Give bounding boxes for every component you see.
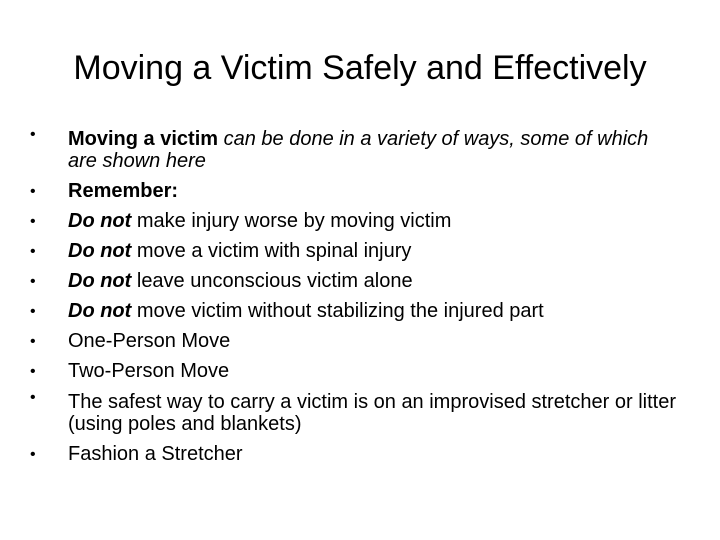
bullet-bold-text: Moving a victim xyxy=(68,128,219,150)
bullet-text: leave unconscious victim alone xyxy=(131,270,413,292)
slide-title: Moving a Victim Safely and Effectively xyxy=(73,49,647,87)
list-item xyxy=(28,357,678,386)
bullet-italic-text: can be done in a variety of ways, some of which are shown here xyxy=(68,128,649,172)
bullet-icon: • xyxy=(30,363,36,380)
list-item xyxy=(28,124,678,176)
bullet-icon: • xyxy=(30,389,36,406)
bullet-icon: • xyxy=(30,303,36,320)
bullet-icon: • xyxy=(30,126,36,143)
list-item xyxy=(28,267,678,296)
list-item xyxy=(28,207,678,236)
bullet-text: One-Person Move xyxy=(68,330,231,352)
bullet-emphasis-text: Do not xyxy=(68,300,132,322)
list-item xyxy=(28,327,678,356)
list-item xyxy=(28,440,678,469)
bullet-text: Two-Person Move xyxy=(68,360,230,382)
bullet-text: make injury worse by moving victim xyxy=(131,210,452,232)
bullet-icon: • xyxy=(30,183,36,200)
bullet-text: Fashion a Stretcher xyxy=(68,443,243,465)
list-item xyxy=(28,297,678,326)
list-item xyxy=(28,237,678,266)
bullet-text: move a victim with spinal injury xyxy=(131,240,412,262)
bullet-emphasis-text: Do not xyxy=(68,240,132,262)
bullet-text: move victim without stabilizing the injured part xyxy=(131,300,544,322)
bullet-bold-text: Remember: xyxy=(68,180,179,202)
list-item xyxy=(28,387,678,439)
bullet-icon: • xyxy=(30,213,36,230)
bullet-text: The safest way to carry a victim is on an improvised stretcher or litter (using poles and blankets) xyxy=(68,391,676,435)
bullet-emphasis-text: Do not xyxy=(68,270,132,292)
bullet-icon: • xyxy=(30,243,36,260)
bullet-emphasis-text: Do not xyxy=(68,210,132,232)
bullet-icon: • xyxy=(30,333,36,350)
bullet-list xyxy=(28,124,678,470)
bullet-icon: • xyxy=(30,446,36,463)
bullet-icon: • xyxy=(30,273,36,290)
list-item xyxy=(28,177,678,206)
